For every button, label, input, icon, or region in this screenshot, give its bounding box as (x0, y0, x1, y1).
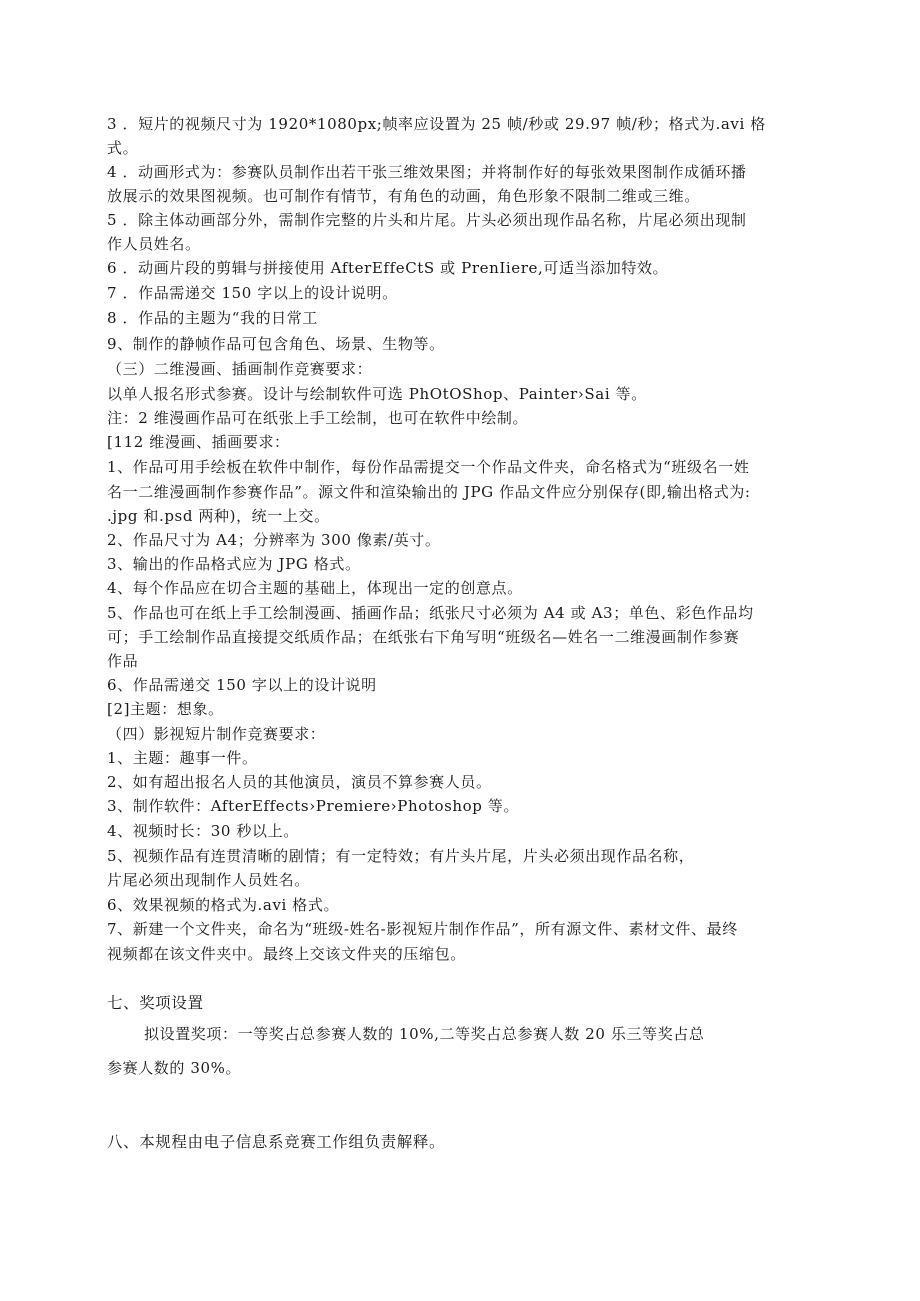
text-line: 7 ．作品需递交 150 字以上的设计说明。 (107, 284, 398, 302)
text-line: 作人员姓名。 (107, 235, 201, 253)
text-line: 4 ．动画形式为：参赛队员制作出若干张三维效果图；并将制作好的每张效果图制作成循环播 (107, 163, 747, 181)
section-heading: （三）二维漫画、插画制作竞赛要求： (107, 360, 373, 378)
text-line: 2、作品尺寸为 A4；分辨率为 300 像素/英寸。 (107, 531, 441, 549)
text-line: 3 ．短片的视频尺寸为 1920*1080px;帧率应设置为 25 帧/秒或 29.97 帧/秒；格式为.avi 格 (107, 115, 766, 133)
text-line: 视频都在该文件夹中。最终上交该文件夹的压缩包。 (107, 945, 466, 963)
text-line: 放展示的效果图视频。也可制作有情节，有角色的动画，角色形象不限制二维或三维。 (107, 187, 700, 205)
section-7-heading: 七、奖项设置 (107, 994, 204, 1012)
text-line: [112 维漫画、插画要求： (107, 433, 290, 451)
text-line: 可；手工绘制作品直接提交纸质作品；在纸张右下角写明“班级名—姓名一二维漫画制作参赛 (107, 628, 740, 646)
section-7-paragraph-cont: 参赛人数的 30%。 (107, 1059, 242, 1077)
text-line: 6 ．动画片段的剪辑与拼接使用 AfterEffeCtS 或 PrenIiere,可适当添加特效。 (107, 259, 669, 277)
text-line: 5、视频作品有连贯清晰的剧情；有一定特效；有片头片尾，片头必须出现作品名称， (107, 847, 695, 865)
text-line: 名一二维漫画制作参赛作品”。源文件和渲染输出的 JPG 作品文件应分别保存(即,输出格式为: (107, 483, 751, 501)
text-line: 2、如有超出报名人员的其他演员，演员不算参赛人员。 (107, 773, 492, 791)
text-line: 1、作品可用手绘板在软件中制作，每份作品需提交一个作品文件夹，命名格式为“班级名一姓 (107, 458, 750, 476)
text-line: 以单人报名形式参赛。设计与绘制软件可选 PhOtOShop、Painter›Sai 等。 (107, 385, 647, 403)
section-8-heading: 八、本规程由电子信息系竞赛工作组负责解释。 (107, 1133, 446, 1151)
text-line: 5、作品也可在纸上手工绘制漫画、插画作品；纸张尺寸必须为 A4 或 A3；单色、彩色作品均 (107, 604, 754, 622)
text-line: 5 ．除主体动画部分外，需制作完整的片头和片尾。片头必须出现作品名称，片尾必须出现制 (107, 211, 747, 229)
section-heading: （四）影视短片制作竞赛要求： (107, 725, 326, 743)
text-line: .jpg 和.psd 两种)，统一上交。 (107, 507, 330, 525)
text-line: 片尾必须出现制作人员姓名。 (107, 871, 310, 889)
text-line: 1、主题：趣事一件。 (107, 749, 258, 767)
text-line: 4、每个作品应在切合主题的基础上，体现出一定的创意点。 (107, 579, 523, 597)
text-line: 8 ．作品的主题为“我的日常工 (107, 309, 318, 327)
text-line: 式。 (107, 139, 139, 157)
text-line: 作品 (107, 652, 139, 670)
text-line: 3、制作软件：AfterEffects›Premiere›Photoshop 等。 (107, 797, 520, 815)
text-line: 6、效果视频的格式为.avi 格式。 (107, 896, 340, 914)
text-line: 6、作品需递交 150 字以上的设计说明 (107, 676, 377, 694)
text-line: 9、制作的静帧作品可包含角色、场景、生物等。 (107, 335, 445, 353)
section-7-paragraph: 拟设置奖项：一等奖占总参赛人数的 10%,二等奖占总参赛人数 20 乐三等奖占总 (144, 1025, 705, 1043)
text-line: 3、输出的作品格式应为 JPG 格式。 (107, 555, 361, 573)
text-line: 7、新建一个文件夹，命名为“班级-姓名-影视短片制作作品”，所有源文件、素材文件、最终 (107, 920, 738, 938)
text-line: [2]主题：想象。 (107, 700, 224, 718)
text-line: 4、视频时长：30 秒以上。 (107, 822, 299, 840)
text-line: 注：2 维漫画作品可在纸张上手工绘制，也可在软件中绘制。 (107, 409, 529, 427)
